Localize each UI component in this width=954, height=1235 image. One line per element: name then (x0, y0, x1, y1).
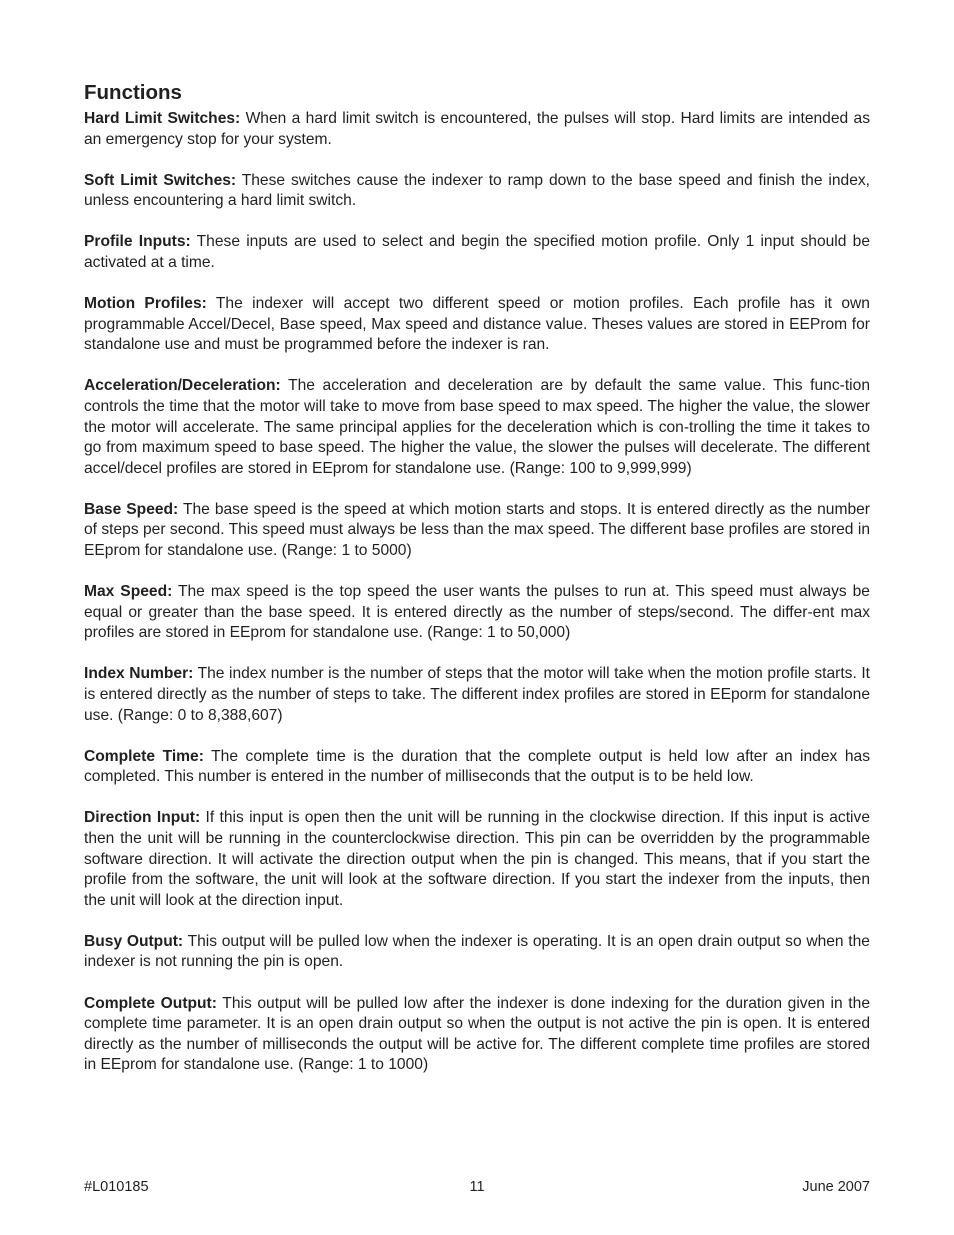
entry-text: The max speed is the top speed the user wants the pulses to run at. This speed must always be equal or greater than the base speed. It is entered directly as the number of steps/second. The differ-ent max profiles are stored in EEprom for standalone use. (Range: 1 to 50,000) (84, 583, 870, 642)
entry-text: When a hard limit switch is encountered, the pulses will stop. Hard limits are intended as an emergency stop for your system. (84, 110, 870, 148)
entry-text: The complete time is the duration that the complete output is held low after an index has completed. This number is entered in the number of milliseconds that the output is to be held low. (84, 747, 871, 786)
page-footer (84, 1177, 870, 1197)
entry-hard-limit-switches (84, 109, 870, 150)
entry-index-number (84, 664, 870, 726)
entry-base-speed (84, 500, 870, 562)
entry-text: This output will be pulled low when the indexer is operating. It is an open drain output so when the indexer is not running the pin is open. (84, 932, 870, 971)
entry-text: The acceleration and deceleration are by default the same value. This func-tion controls the time that the motor will take to move from base speed to max speed. The higher the value, the slower the motor will accelerate. The same principal applies for the deceleration which is con-trolling the time it takes to go from maximum speed to base speed. The higher the value, the slower the pulses will decelerate. The different accel/decel profiles are stored in EEprom for standalone use. (Range: 100 to 9,999,999) (84, 377, 870, 477)
entry-term: Max Speed: (84, 583, 173, 601)
entry-text: These inputs are used to select and begin the specified motion profile. Only 1 input should be activated at a time. (84, 233, 870, 271)
entry-term: Soft Limit Switches: (84, 171, 237, 189)
entry-text: The indexer will accept two different speed or motion profiles. Each profile has it own programmable Accel/Decel, Base speed, Max speed and distance value. Theses values are stored in EEProm for standalone use and must be programmed before the indexer is ran. (84, 295, 870, 354)
entry-term: Complete Output: (84, 994, 217, 1012)
entry-soft-limit-switches (84, 171, 870, 212)
entry-term: Profile Inputs: (84, 233, 191, 251)
entry-motion-profiles (84, 294, 870, 356)
document-number: #L010185 (84, 1179, 149, 1195)
entry-term: Motion Profiles: (84, 295, 207, 313)
entry-term: Base Speed: (84, 500, 179, 518)
entry-term: Hard Limit Switches: (84, 110, 241, 127)
entry-text: If this input is open then the unit will be running in the clockwise direction. If this input is active then the unit will be running in the counterclockwise direction. This pin can be overridden by the programmable software direction. It will activate the direction output when the pin is changed. This means, that if you start the profile from the software, the unit will look at the software direction. If you start the indexer from the inputs, then the unit will look at the direction input. (84, 809, 870, 909)
page-number: 11 (469, 1179, 485, 1195)
entry-text: The index number is the number of steps that the motor will take when the motion profile starts. It is entered directly as the number of steps to take. The different index profiles are stored in EEporm for standalone use. (Range: 0 to 8,388,607) (84, 665, 870, 724)
entry-complete-output (84, 994, 870, 1076)
entry-term: Index Number: (84, 665, 194, 683)
entry-complete-time (84, 747, 870, 788)
section-heading: Functions (84, 81, 182, 104)
entry-direction-input (84, 808, 870, 911)
entry-term: Acceleration/Deceleration: (84, 377, 281, 395)
entry-acceleration-deceleration (84, 376, 870, 479)
page-content (84, 80, 870, 1096)
entry-term: Complete Time: (84, 747, 204, 765)
entry-busy-output (84, 932, 870, 973)
entry-term: Direction Input: (84, 809, 201, 827)
entry-term: Busy Output: (84, 932, 184, 950)
entry-text: This output will be pulled low after the indexer is done indexing for the duration given in the complete time parameter. It is an open drain output so when the output is not active the pin is open. It is entered directly as the number of milliseconds the output will be active for. The different complete time profiles are stored in EEprom for standalone use. (Range: 1 to 1000) (84, 994, 870, 1074)
entry-text: These switches cause the indexer to ramp down to the base speed and finish the index, unless encountering a hard limit switch. (84, 171, 870, 210)
entry-text: The base speed is the speed at which motion starts and stops. It is entered directly as the number of steps per second. This speed must always be less than the max speed. The different base profiles are stored in EEprom for standalone use. (Range: 1 to 5000) (84, 500, 870, 559)
entry-max-speed (84, 582, 870, 644)
entry-profile-inputs (84, 232, 870, 273)
document-date: June 2007 (802, 1179, 870, 1195)
